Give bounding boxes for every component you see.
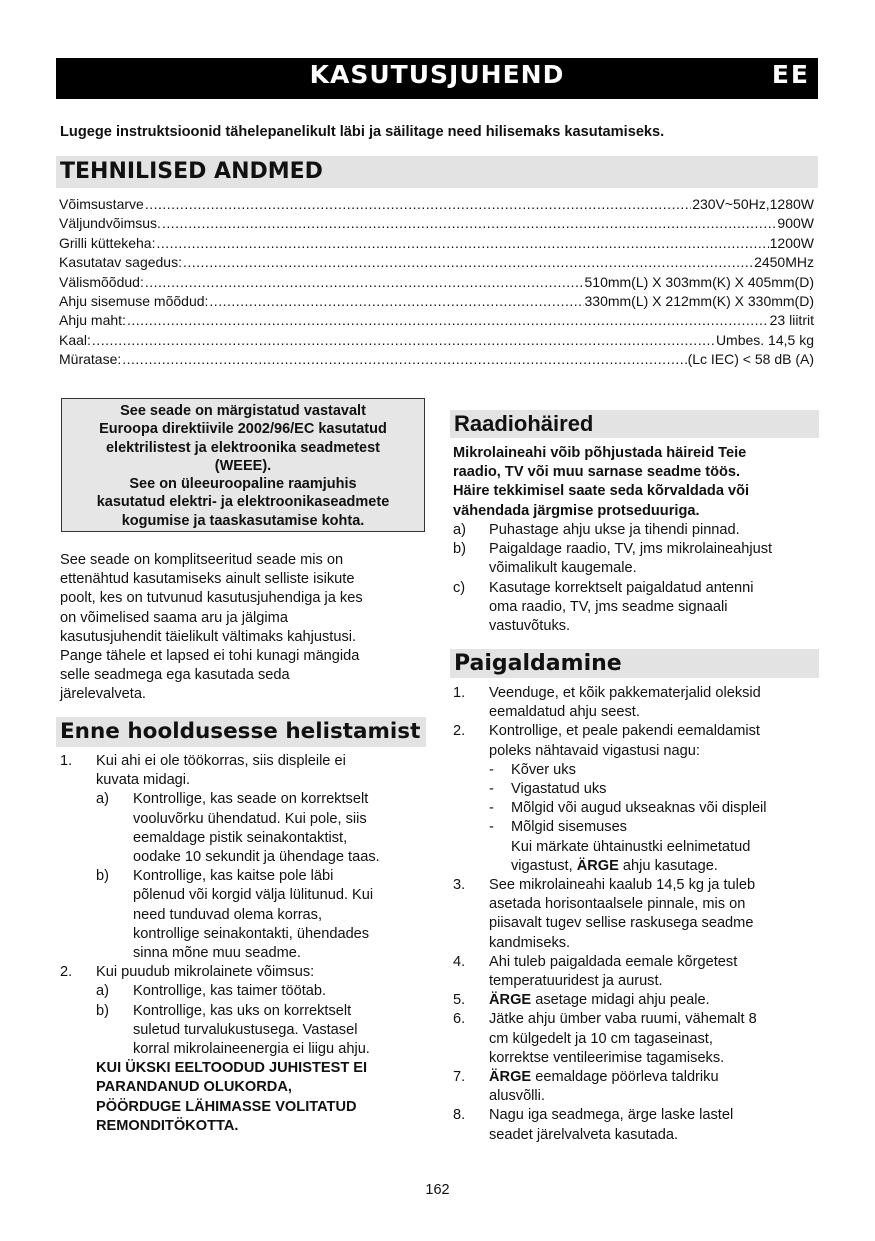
text-line: Vigastatud uks xyxy=(511,781,607,798)
spec-label: Ahju maht: xyxy=(59,312,126,329)
text-line xyxy=(489,1068,823,1087)
text-line: alusvõlli. xyxy=(489,1088,545,1105)
item-number: 3. xyxy=(453,877,466,894)
list-item xyxy=(453,521,823,540)
sub-item-letter: a) xyxy=(96,983,109,1000)
sub-item-letter: b) xyxy=(96,1002,109,1019)
item-number: 2. xyxy=(60,964,73,981)
install-heading: Paigaldamine xyxy=(450,649,819,678)
text-line: Kasutage korrektselt paigaldatud antenni xyxy=(489,579,754,596)
text-line: Kui märkate ühtainustki eelnimetatud xyxy=(511,838,751,855)
bullet-item xyxy=(453,818,823,837)
leader-dots xyxy=(162,215,776,231)
weee-line: See on üleeuroopaline raamjuhis xyxy=(129,476,357,493)
text-line: põlenud või korgid välja lülitunud. Kui xyxy=(133,887,374,904)
text-line: cm külgedelt ja 10 cm tagaseinast, xyxy=(489,1030,713,1047)
spec-value: 330mm(L) X 212mm(K) X 330mm(D) xyxy=(584,292,814,309)
text-line: Häire tekkimisel saate seda kõrvaldada või xyxy=(453,483,750,500)
list-item xyxy=(453,722,823,760)
text-line: PÖÖRDUGE LÄHIMASSE VOLITATUD xyxy=(96,1098,357,1115)
sub-item xyxy=(60,982,430,1001)
text-line: suletud turvalukustusega. Vastasel xyxy=(133,1021,358,1038)
list-item xyxy=(453,1010,823,1068)
item-number: 1. xyxy=(60,753,73,769)
install-list xyxy=(453,684,823,1145)
item-number: 2. xyxy=(453,723,466,740)
sub-item-letter: a) xyxy=(96,791,109,808)
text-line: PARANDANUD OLUKORDA, xyxy=(96,1079,292,1096)
list-item xyxy=(453,684,823,722)
item-letter: a) xyxy=(453,522,466,538)
text-line: raadio, TV või muu sarnase seadme töös. xyxy=(453,464,741,481)
dash-bullet: - xyxy=(489,800,494,817)
bullet-item xyxy=(453,799,823,818)
text-line: selle seadmega ega kasutada seda xyxy=(60,667,290,684)
text-line: Nagu iga seadmega, ärge laske lastel xyxy=(489,1107,734,1124)
text-line: poleks nähtavaid vigastusi nagu: xyxy=(489,742,700,759)
weee-notice-box xyxy=(61,398,425,532)
usage-paragraph xyxy=(60,551,430,705)
text-line: See seade on komplitseeritud seade mis on xyxy=(60,552,344,568)
service-heading: Enne hooldusesse helistamist xyxy=(56,717,426,747)
spec-label: Grilli küttekeha: xyxy=(59,234,156,251)
item-number: 1. xyxy=(453,685,466,701)
spec-label: Kaal: xyxy=(59,331,91,348)
specs-heading: TEHNILISED ANDMED xyxy=(56,156,818,188)
text-line: kontrollige seinakontakti, ühendades xyxy=(133,925,370,942)
spec-row xyxy=(59,312,814,331)
spec-value: (Lc IEC) < 58 dB (A) xyxy=(687,351,814,368)
text-line: on võimelised saama aru ja jälgima xyxy=(60,609,288,626)
text-line: Kontrollige, kas uks on korrektselt xyxy=(133,1002,352,1019)
text-line: Jätke ahju ümber vaba ruumi, vähemalt 8 xyxy=(489,1011,757,1028)
spec-value: 2450MHz xyxy=(754,254,814,271)
spec-row xyxy=(59,332,814,351)
text-line: need tunduvad olema korras, xyxy=(133,906,323,923)
text-line: Ahi tuleb paigaldada eemale kõrgetest xyxy=(489,953,738,970)
text-line: piisavalt tugev sellise raskusega seadme xyxy=(489,915,754,932)
spec-value: 510mm(L) X 303mm(K) X 405mm(D) xyxy=(584,273,814,290)
text-line: korral mikrolaineenergia ei liigu ahju. xyxy=(133,1041,370,1058)
list-item xyxy=(453,1106,823,1144)
spec-label: Väljundvõimsus. xyxy=(59,215,161,232)
text-fragment: ahju kasutage. xyxy=(618,857,718,874)
text-line: järelevalveta. xyxy=(60,686,146,703)
spec-label: Müratase: xyxy=(59,351,122,368)
list-item xyxy=(453,991,823,1010)
text-line: Mõlgid sisemuses xyxy=(511,819,627,836)
spec-label: Ahju sisemuse mõõdud: xyxy=(59,292,209,309)
text-line: temperatuuridest ja aurust. xyxy=(489,973,663,990)
item-number: 8. xyxy=(453,1107,466,1124)
spec-value: 1200W xyxy=(769,234,814,251)
list-item xyxy=(453,876,823,953)
list-item xyxy=(453,579,823,637)
damage-note xyxy=(453,838,823,876)
spec-row xyxy=(59,196,814,215)
text-line: Kontrollige, et peale pakendi eemaldamist xyxy=(489,723,760,740)
leader-dots xyxy=(209,293,583,309)
spec-label: Võimsustarve xyxy=(59,196,144,212)
item-number: 6. xyxy=(453,1011,466,1028)
warning-word: ÄRGE xyxy=(576,857,619,874)
weee-line: kasutatud elektri- ja elektroonikaseadmete xyxy=(96,494,390,511)
spec-row xyxy=(59,235,814,254)
leader-dots xyxy=(92,332,715,348)
warning-word: ÄRGE xyxy=(489,992,532,1009)
text-line: kandmiseks. xyxy=(489,934,571,951)
spec-label: Välismõõdud: xyxy=(59,273,144,290)
text-line: võimalikult kaugemale. xyxy=(489,560,637,577)
list-item xyxy=(453,540,823,578)
text-line: oodake 10 sekundit ja ühendage taas. xyxy=(133,849,380,866)
bullet-item xyxy=(453,761,823,780)
text-fragment: asetage midagi ahju peale. xyxy=(531,992,710,1009)
spec-value: Umbes. 14,5 kg xyxy=(715,331,814,348)
spec-row xyxy=(59,274,814,293)
text-line: kasutusjuhendit täielikult vältimaks kahjustusi. xyxy=(60,628,357,645)
spec-row xyxy=(59,254,814,273)
spec-row xyxy=(59,215,814,234)
text-line: Paigaldage raadio, TV, jms mikrolaineahjust xyxy=(489,541,773,558)
text-line: Kui puudub mikrolainete võimsus: xyxy=(96,964,315,981)
text-line xyxy=(489,991,823,1010)
spec-value: 900W xyxy=(777,215,814,232)
dash-bullet: - xyxy=(489,819,494,836)
dash-bullet: - xyxy=(489,761,494,778)
text-line: REMONDITÖKOTTA. xyxy=(96,1117,239,1134)
text-line: eemaldage pistik seinakontaktist, xyxy=(133,829,348,846)
text-line: vähendada järgmise protseduuriga. xyxy=(453,502,700,519)
text-line: korrektse ventileerimise tagamiseks. xyxy=(489,1049,725,1066)
specs-table xyxy=(59,196,814,371)
text-line: Puhastage ahju ukse ja tihendi pinnad. xyxy=(489,522,740,538)
radio-intro xyxy=(453,444,823,521)
leader-dots xyxy=(183,254,753,270)
sub-item xyxy=(60,790,430,867)
spec-row xyxy=(59,351,814,370)
leader-dots xyxy=(156,235,768,251)
text-fragment: eemaldage pöörleva taldriku xyxy=(531,1069,719,1086)
weee-line: (WEEE). xyxy=(214,457,272,474)
language-code: EE xyxy=(771,60,810,89)
text-line: oma raadio, TV, jms seadme signaali xyxy=(489,598,728,615)
text-line: Kontrollige, kas kaitse pole läbi xyxy=(133,868,334,885)
spec-value: 230V~50Hz,1280W xyxy=(692,196,814,212)
page-number: 162 xyxy=(425,1182,450,1198)
radio-heading: Raadiohäired xyxy=(450,410,819,438)
bullet-item xyxy=(453,780,823,799)
dash-bullet: - xyxy=(489,781,494,798)
text-line: ettenähtud kasutamiseks ainult selliste isikute xyxy=(60,571,355,588)
text-line: Kontrollige, kas seade on korrektselt xyxy=(133,791,369,808)
text-line xyxy=(511,857,823,876)
leader-dots xyxy=(122,351,686,367)
weee-line: See seade on märgistatud vastavalt xyxy=(120,403,366,419)
page-title: KASUTUSJUHEND xyxy=(309,60,565,89)
item-number: 4. xyxy=(453,953,466,970)
weee-line: elektrilistest ja elektroonika seadmetest xyxy=(105,439,381,456)
leader-dots xyxy=(145,196,691,212)
service-warning xyxy=(60,1059,430,1136)
text-line: Kui ahi ei ole töökorras, siis displeile ei xyxy=(96,753,346,769)
text-line: vooluvõrku ühendatud. Kui pole, siis xyxy=(133,810,367,827)
radio-list xyxy=(453,521,823,636)
text-line: sinna mõne muu seadme. xyxy=(133,945,301,962)
text-line: poolt, kes on tutvunud kasutusjuhendiga ja kes xyxy=(60,590,363,607)
text-line: asetada horisontaalsele pinnale, mis on xyxy=(489,896,746,913)
text-line: Kõver uks xyxy=(511,761,576,778)
text-line: Mikrolaineahi võib põhjustada häireid Teie xyxy=(453,445,747,461)
weee-line: Euroopa direktiivile 2002/96/EC kasutatud xyxy=(99,421,387,438)
text-line: Kontrollige, kas taimer töötab. xyxy=(133,983,327,1000)
sub-item xyxy=(60,867,430,963)
spec-row xyxy=(59,293,814,312)
text-line: Veenduge, et kõik pakkematerjalid oleksid xyxy=(489,685,761,701)
text-line: seadet järelvalveta kasutada. xyxy=(489,1126,679,1143)
leader-dots xyxy=(127,312,769,328)
intro-text: Lugege instruktsioonid tähelepanelikult läbi ja säilitage need hilisemaks kasutamiseks. xyxy=(60,124,665,140)
item-letter: b) xyxy=(453,541,466,558)
item-letter: c) xyxy=(453,579,466,596)
item-number: 7. xyxy=(453,1069,466,1086)
text-line: Pange tähele et lapsed ei tohi kunagi mängida xyxy=(60,648,360,665)
list-item xyxy=(60,752,430,790)
item-number: 5. xyxy=(453,992,466,1009)
text-line: See mikrolaineahi kaalub 14,5 kg ja tuleb xyxy=(489,877,756,894)
leader-dots xyxy=(145,274,584,290)
text-line: vastuvõtuks. xyxy=(489,618,571,635)
sub-item xyxy=(60,1002,430,1060)
text-line: Mõlgid või augud ukseaknas või displeil xyxy=(511,800,767,817)
list-item xyxy=(60,963,430,982)
text-line: eemaldatud ahju seest. xyxy=(489,704,640,721)
list-item xyxy=(453,953,823,991)
warning-word: ÄRGE xyxy=(489,1069,532,1086)
title-banner xyxy=(56,58,818,99)
list-item xyxy=(453,1068,823,1106)
text-fragment: vigastust, xyxy=(511,857,577,874)
sub-item-letter: b) xyxy=(96,868,109,885)
spec-value: 23 liitrit xyxy=(769,312,814,329)
spec-label: Kasutatav sagedus: xyxy=(59,254,182,271)
weee-line: kogumise ja taaskasutamise kohta. xyxy=(121,512,365,529)
text-line: kuvata midagi. xyxy=(96,772,191,789)
service-list xyxy=(60,752,430,1136)
text-line: KUI ÜKSKI EELTOODUD JUHISTEST EI xyxy=(96,1060,368,1077)
